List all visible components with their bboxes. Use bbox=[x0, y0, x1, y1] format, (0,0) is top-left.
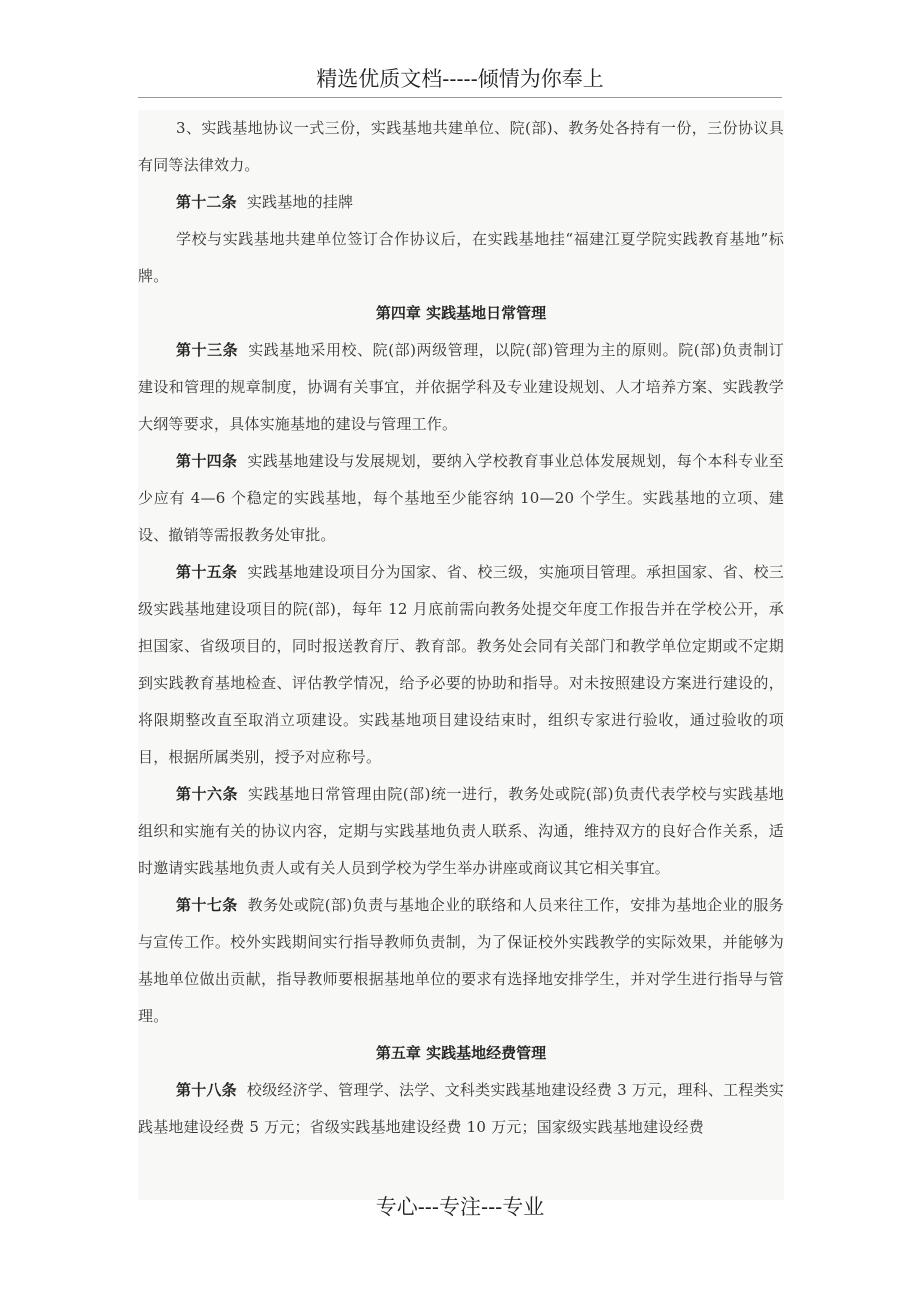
page-header: 精选优质文档-----倾情为你奉上 bbox=[316, 67, 604, 91]
article-13 bbox=[138, 332, 784, 443]
article-14 bbox=[138, 443, 784, 554]
article-text: 实践基地日常管理由院(部)统一进行，教务处或院(部)负责代表学校与实践基地组织和实施有关的协议内容，定期与实践基地负责人联系、沟通，维持双方的良好合作关系，适时邀请实践基地负责人或有关人员到学校为学生举办讲座或商议其它相关事宜。 bbox=[138, 785, 785, 877]
article-label: 第十三条 bbox=[176, 341, 239, 359]
article-17 bbox=[138, 887, 784, 1035]
chapter-heading: 第五章 实践基地经费管理 bbox=[375, 1044, 547, 1062]
article-text: 校级经济学、管理学、法学、文科类实践基地建设经费 3 万元，理科、工程类实践基地建设经费 5 万元；省级实践基地建设经费 10 万元；国家级实践基地建设经费 bbox=[138, 1081, 784, 1136]
article-text: 实践基地的挂牌 bbox=[246, 193, 354, 211]
article-label: 第十七条 bbox=[176, 896, 238, 914]
article-text: 实践基地采用校、院(部)两级管理，以院(部)管理为主的原则。院(部)负责制订建设和管理的规章制度，协调有关事宜，并依据学科及专业建设规划、人才培养方案、实践教学大纲等要求，具体实施基地的建设与管理工作。 bbox=[138, 341, 784, 433]
article-text: 实践基地建设项目分为国家、省、校三级，实施项目管理。承担国家、省、校三级实践基地建设项目的院(部)，每年 12 月底前需向教务处提交年度工作报告并在学校公开，承担国家、省级项目的，同时报送教育厅、教育部。教务处会同有关部门和教学单位定期或不定期到实践教育基地检查、评估教学情况，给予必要的协助和指导。对未按照建设方案进行建设的，将限期整改直至取消立项建设。实践基地项目建设结束时，组织专家进行验收，通过验收的项目，根据所属类别，授予对应称号。 bbox=[138, 563, 784, 766]
article-text: 教务处或院(部)负责与基地企业的联络和人员来往工作，安排为基地企业的服务与宣传工作。校外实践期间实行指导教师负责制，为了保证校外实践教学的实际效果，并能够为基地单位做出贡献，指导教师要根据基地单位的要求有选择地安排学生，并对学生进行指导与管理。 bbox=[138, 896, 784, 1025]
article-label: 第十二条 bbox=[176, 193, 237, 211]
article-text: 实践基地建设与发展规划，要纳入学校教育事业总体发展规划，每个本科专业至少应有 4—6 个稳定的实践基地，每个基地至少能容纳 10—20 个学生。实践基地的立项、建设、撤销等需报教务处审批。 bbox=[138, 452, 784, 544]
article-label: 第十八条 bbox=[176, 1081, 237, 1099]
article-label: 第十四条 bbox=[176, 452, 238, 470]
paragraph-plaque: 学校与实践基地共建单位签订合作协议后，在实践基地挂“福建江夏学院实践教育基地”标牌。 bbox=[138, 230, 784, 285]
article-12 bbox=[138, 184, 784, 221]
document-body bbox=[138, 110, 784, 1200]
article-18 bbox=[138, 1072, 784, 1146]
chapter-heading: 第四章 实践基地日常管理 bbox=[375, 304, 547, 322]
page-footer: 专心---专注---专业 bbox=[375, 1195, 545, 1219]
article-15 bbox=[138, 554, 784, 776]
article-label: 第十五条 bbox=[176, 563, 238, 581]
paragraph-agreement: 3、实践基地协议一式三份，实践基地共建单位、院(部)、教务处各持有一份，三份协议具有同等法律效力。 bbox=[138, 119, 784, 174]
article-16 bbox=[138, 776, 784, 887]
header-divider bbox=[138, 97, 782, 98]
article-label: 第十六条 bbox=[176, 785, 238, 803]
